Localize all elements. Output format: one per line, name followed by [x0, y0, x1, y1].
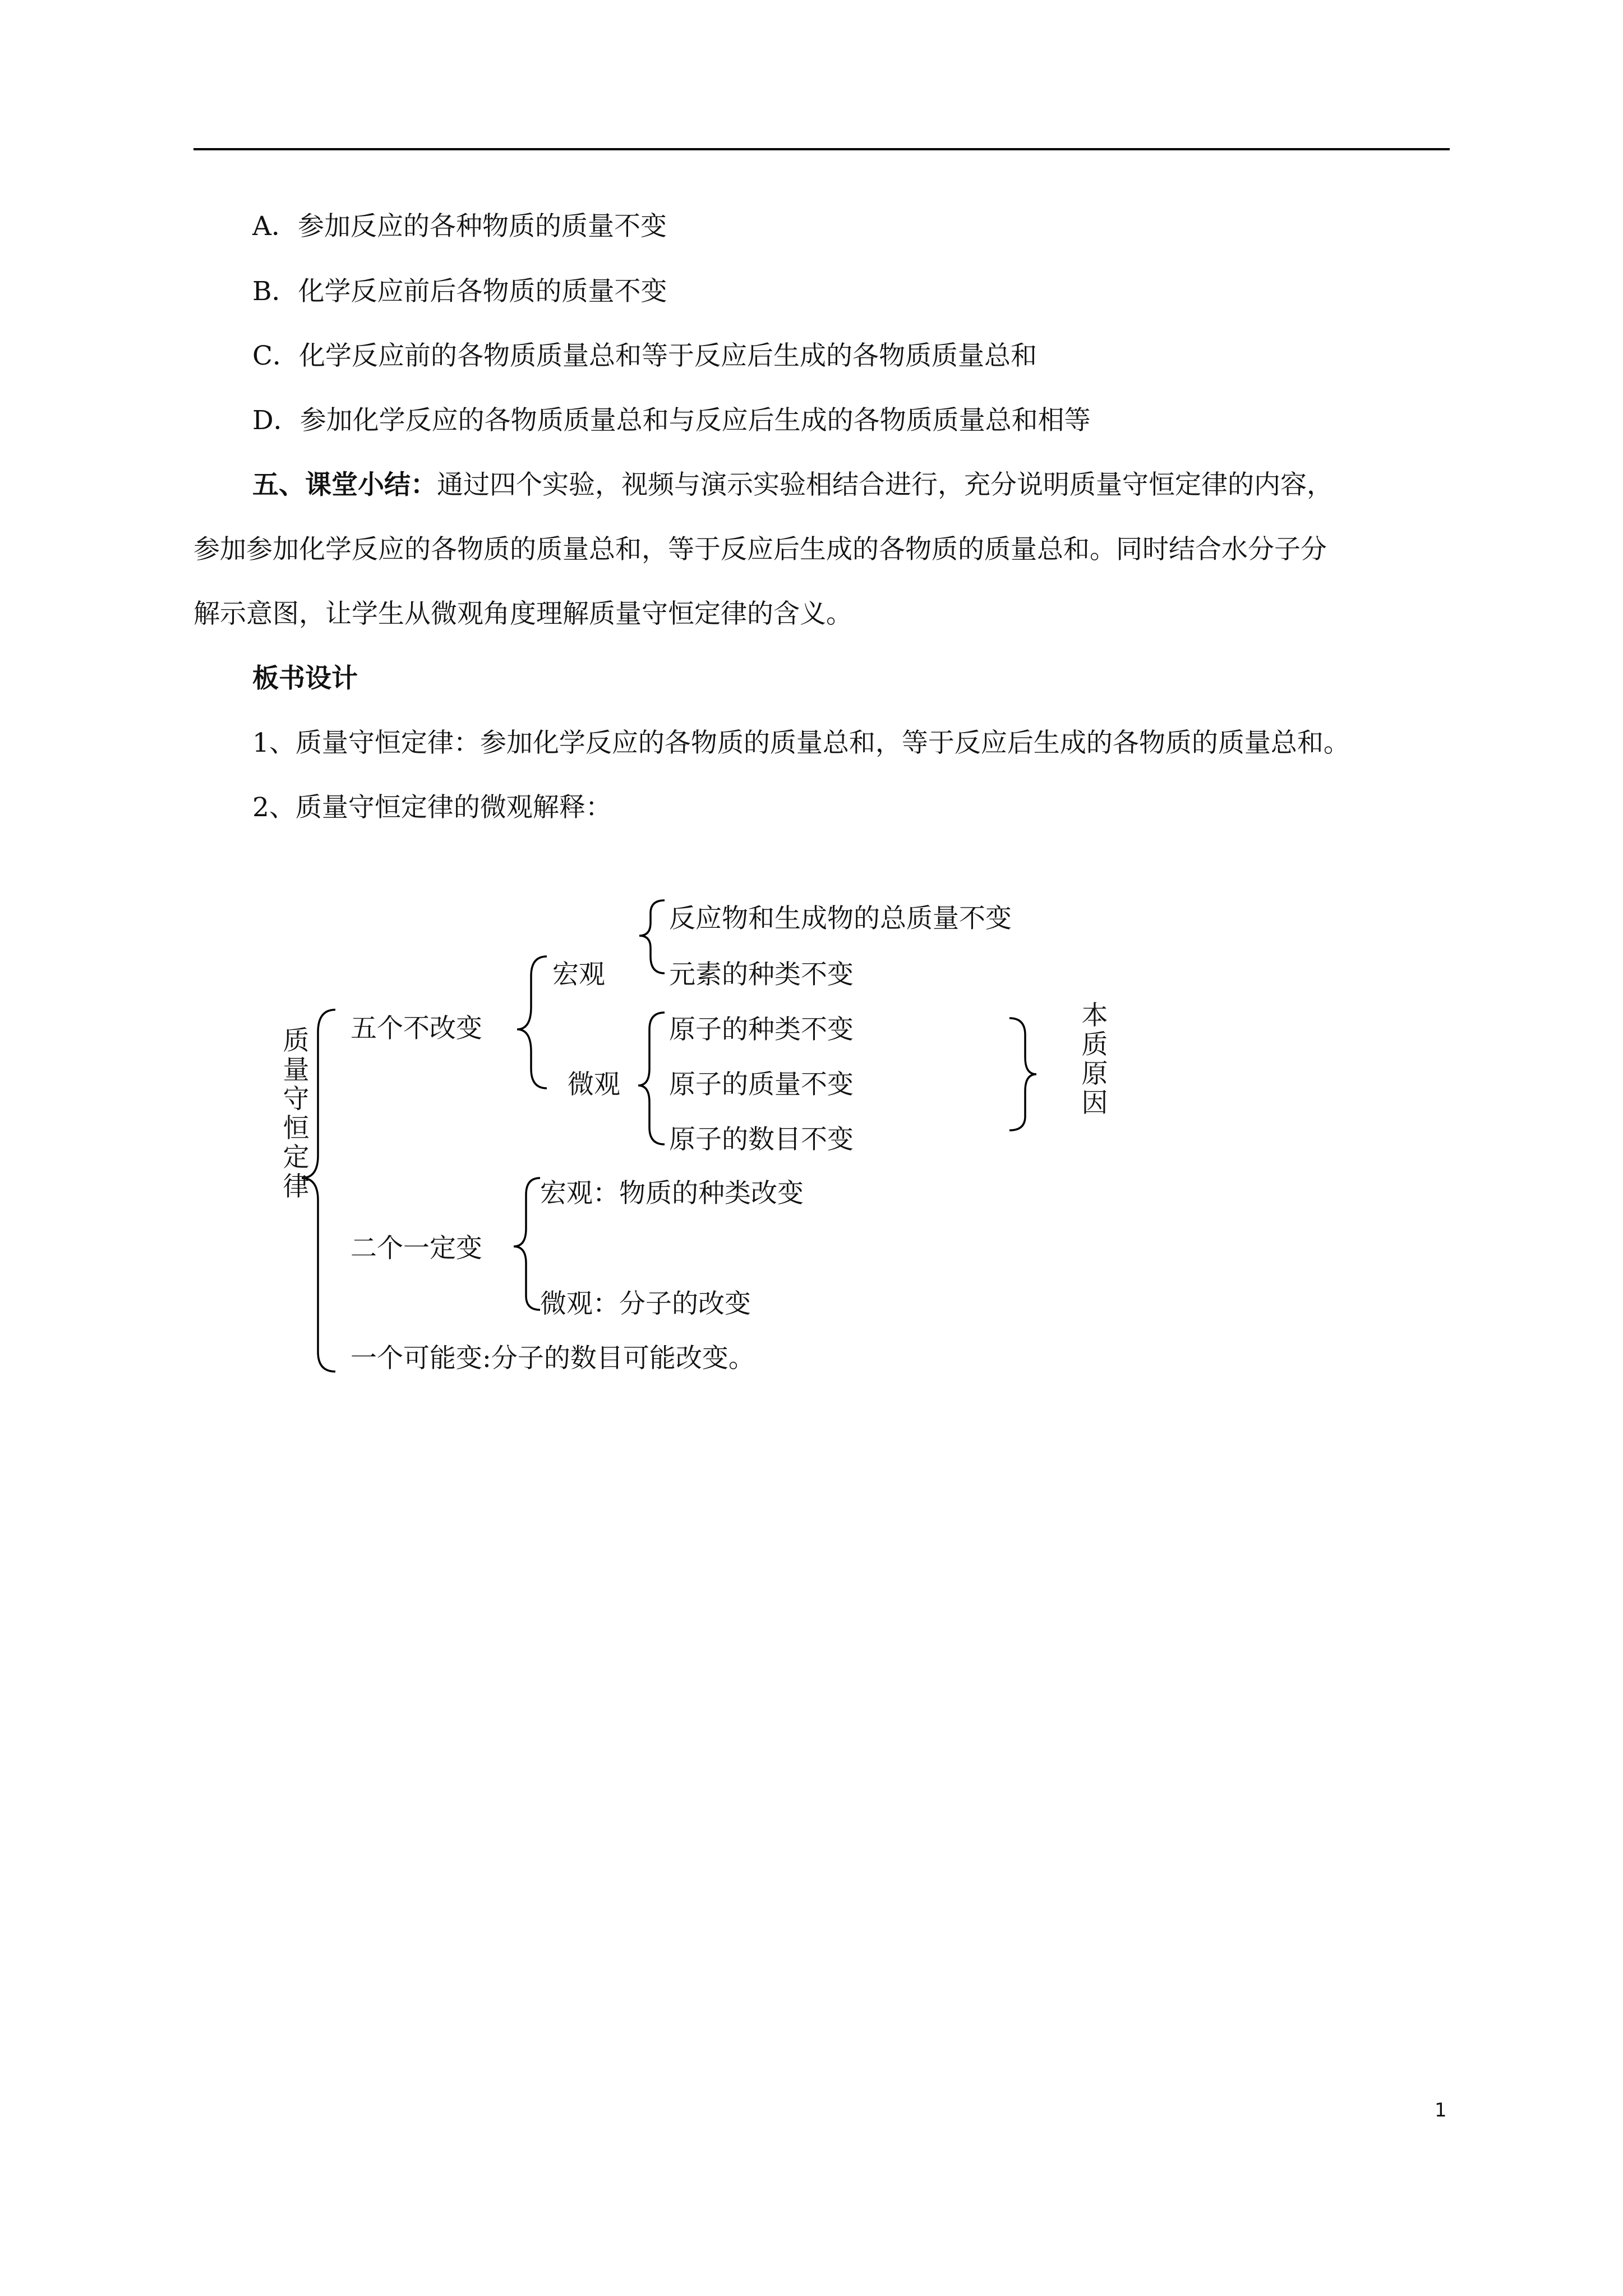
brace-macro	[639, 900, 665, 973]
option-c: C．化学反应前的各物质质量总和等于反应后生成的各物质质量总和	[252, 341, 1037, 371]
page-number: 1	[1435, 2099, 1447, 2122]
option-d: D．参加化学反应的各物质质量总和与反应后生成的各物质质量总和相等	[252, 405, 1091, 436]
diagram-micro-item-3: 原子的数目不变	[669, 1124, 854, 1155]
diagram-two-changed: 二个一定变	[351, 1233, 482, 1264]
summary-line2: 参加参加化学反应的各物质的质量总和，等于反应后生成的各物质的质量总和。同时结合水分子分	[193, 534, 1327, 565]
diagram-macro-item-1: 反应物和生成物的总质量不变	[669, 903, 1012, 934]
brace-micro	[638, 1013, 665, 1144]
diagram-micro-item-1: 原子的种类不变	[669, 1014, 854, 1045]
diagram-two-macro: 宏观：物质的种类改变	[540, 1178, 804, 1209]
diagram-macro-label: 宏观	[552, 959, 605, 990]
summary-line1: 通过四个实验，视频与演示实验相结合进行，充分说明质量守恒定律的内容，	[437, 470, 1333, 500]
diagram-micro-label: 微观	[568, 1069, 620, 1100]
diagram-micro-item-2: 原子的质量不变	[669, 1069, 854, 1100]
diagram-one-possible: 一个可能变:分子的数目可能改变。	[351, 1343, 755, 1374]
brace-five	[517, 956, 547, 1088]
board-item-2: 2、质量守恒定律的微观解释：	[252, 792, 612, 823]
board-item-1: 1、质量守恒定律：参加化学反应的各物质的质量总和，等于反应后生成的各物质的质量总和。	[252, 728, 1350, 758]
brace-two	[514, 1178, 540, 1310]
option-b: B．化学反应前后各物质的质量不变	[252, 276, 667, 307]
diagram-macro-item-2: 元素的种类不变	[669, 959, 854, 990]
summary-heading: 五、课堂小结：	[252, 470, 437, 500]
summary-line3: 解示意图，让学生从微观角度理解质量守恒定律的含义。	[193, 599, 852, 629]
diagram-two-micro: 微观：分子的改变	[540, 1289, 751, 1319]
diagram-essence-label: 本质原因	[1081, 1000, 1108, 1119]
diagram-root-label: 质量守恒定律	[283, 1025, 310, 1202]
option-a: A．参加反应的各种物质的质量不变	[252, 211, 667, 242]
brace-essence	[1009, 1018, 1036, 1130]
diagram-five-unchanged: 五个不改变	[351, 1013, 482, 1044]
board-heading: 板书设计	[252, 663, 358, 694]
